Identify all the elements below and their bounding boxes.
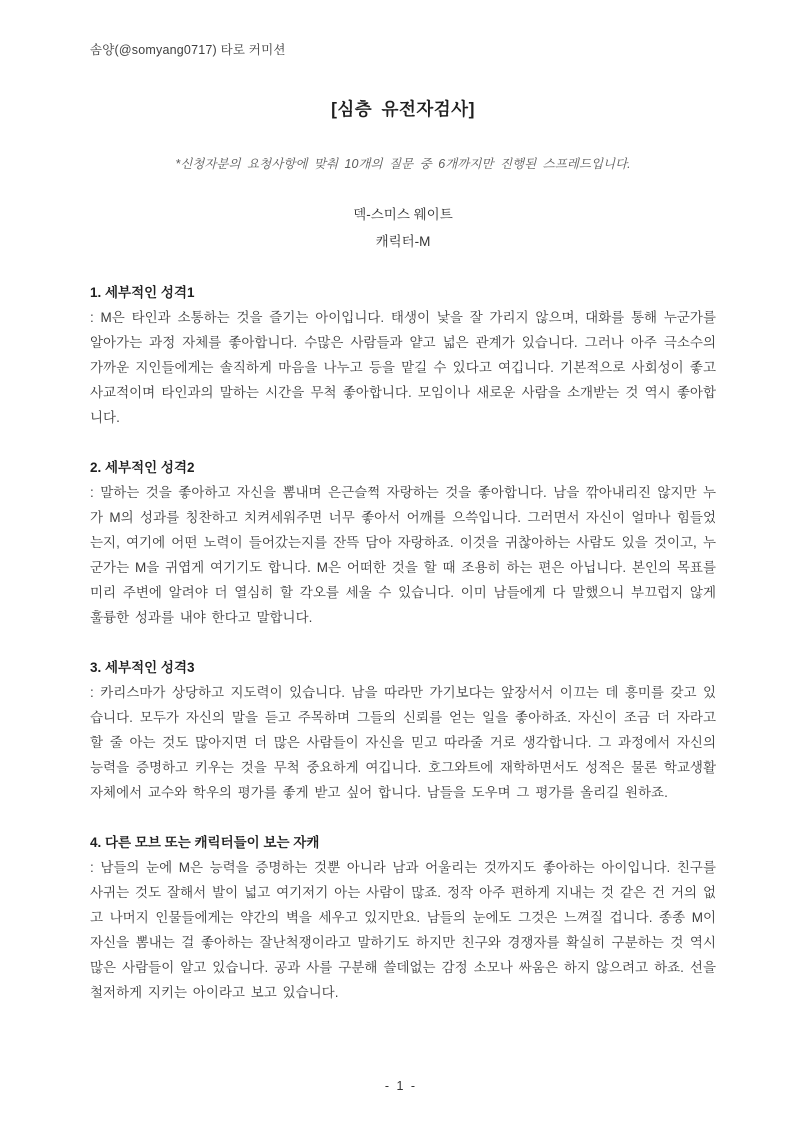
deck-line: 덱-스미스 웨이트 <box>353 207 453 222</box>
section-heading: 4. 다른 모브 또는 캐릭터들이 보는 자캐 <box>90 835 320 850</box>
section-body: : M은 타인과 소통하는 것을 즐기는 아이입니다. 태생이 낯을 잘 가리지 않으며, 대화를 통해 누군가를 알아가는 과정 자체를 좋아합니다. 수많은 사람들과 얕고 넓은 관계가 있습니다. 그러나 아주 극소수의 가까운 지인들에게는 솔직하게 마음을 나누고 등을 맡길 수 있다고 여깁니다. 기본적으로 사회성이 좋고 사교적이며 타인과의 말하는 시간을 무척 좋아합니다. 모임이나 새로운 사람을 소개받는 것 역시 좋아합니다. <box>90 310 716 425</box>
section-body: : 말하는 것을 좋아하고 자신을 뽐내며 은근슬쩍 자랑하는 것을 좋아합니다. 남을 깎아내리진 않지만 누가 M의 성과를 칭찬하고 치켜세워주면 너무 좋아서 어깨를 으쓱입니다. 그러면서 자신이 얼마나 힘들었는지, 여기에 어떤 노력이 들어갔는지를 잔뜩 담아 자랑하죠. 이것을 귀찮아하는 사람도 있을 것이고, 누군가는 M을 귀엽게 여기기도 합니다. M은 어떠한 것을 할 때 조용히 하는 편은 아닙니다. 본인의 목표를 미리 주변에 알려야 더 열심히 할 각오를 세울 수 있습니다. 이미 남들에게 다 말했으니 부끄럽지 않게 훌륭한 성과를 내야 한다고 말합니다. <box>90 485 716 625</box>
page-number: - 1 - <box>384 1079 416 1093</box>
document-title: [심층 유전자검사] <box>331 99 475 119</box>
character-line: 캐릭터-M <box>375 234 431 249</box>
section-personality-2 <box>90 445 716 630</box>
spread-note: *신청자분의 요청사항에 맞춰 10개의 질문 중 6개까지만 진행된 스프레드입니다. <box>175 157 631 171</box>
section-heading: 3. 세부적인 성격3 <box>90 660 195 675</box>
section-heading: 1. 세부적인 성격1 <box>90 285 195 300</box>
section-body: : 남들의 눈에 M은 능력을 증명하는 것뿐 아니라 남과 어울리는 것까지도 좋아하는 아이입니다. 친구를 사귀는 것도 잘해서 발이 넓고 여기저기 아는 사람이 많죠. 정작 아주 편하게 지내는 것 같은 건 거의 없고 나머지 인물들에게는 약간의 벽을 세우고 있지만요. 남들의 눈에도 그것은 느껴질 겁니다. 종종 M이 자신을 뽐내는 걸 좋아하는 잘난척쟁이라고 말하기도 하지만 친구와 경쟁자를 확실히 구분하는 것 역시 많은 사람들이 알고 있습니다. 공과 사를 구분해 쓸데없는 감정 소모나 싸움은 하지 않으려고 하죠. 선을 철저하게 지키는 아이라고 보고 있습니다. <box>90 860 716 1000</box>
reading-meta <box>90 201 716 255</box>
section-personality-1 <box>90 270 716 430</box>
section-heading: 2. 세부적인 성격2 <box>90 460 195 475</box>
section-body: : 카리스마가 상당하고 지도력이 있습니다. 남을 따라만 가기보다는 앞장서서 이끄는 데 흥미를 갖고 있습니다. 모두가 자신의 말을 듣고 주목하며 그들의 신뢰를 얻는 일을 좋아하죠. 자신이 조금 더 자라고 할 줄 아는 것도 많아지면 더 많은 사람들이 자신을 믿고 따라줄 거로 생각합니다. 그 과정에서 자신의 능력을 증명하고 키우는 것을 무척 중요하게 여깁니다. 호그와트에 재학하면서도 성적은 물론 학교생활 자체에서 교수와 학우의 평가를 좋게 받고 싶어 합니다. 남들을 도우며 그 평가를 올리길 원하죠. <box>90 685 716 800</box>
section-personality-3 <box>90 645 716 805</box>
commission-header: 솜양(@somyang0717) 타로 커미션 <box>90 43 286 57</box>
section-others-view <box>90 820 716 1005</box>
